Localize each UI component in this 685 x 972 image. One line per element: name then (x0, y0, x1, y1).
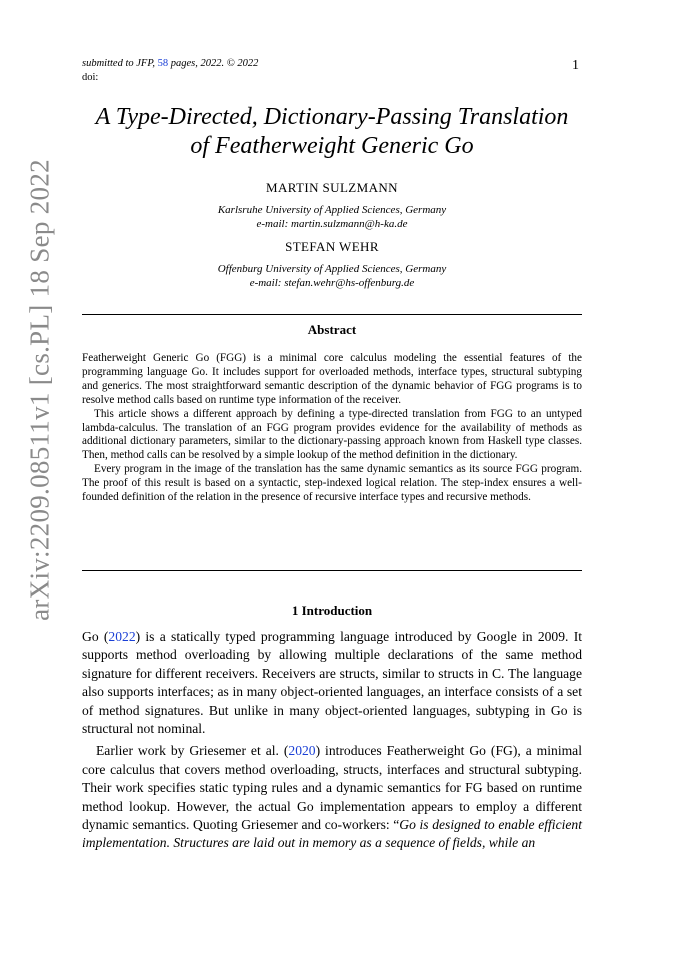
doi-label: doi: (82, 72, 99, 83)
section-body (82, 628, 582, 853)
body-paragraph (82, 628, 582, 738)
author-affiliation: Karlsruhe University of Applied Sciences, Germany (217, 204, 447, 216)
arxiv-identifier-stamp: arXiv:2209.08511v1 [cs.PL] 18 Sep 2022 (24, 159, 55, 621)
author-block-2 (82, 239, 582, 290)
year-copyright: pages, 2022. © 2022 (170, 58, 259, 69)
abstract-bottom-rule (82, 570, 582, 571)
paper-title (82, 103, 582, 161)
author-email: e-mail: stefan.wehr@hs-offenburg.de (249, 277, 415, 289)
author-name: MARTIN SULZMANN (266, 180, 398, 195)
abstract-paragraph: Every program in the image of the translation has the same dynamic semantics as its source FGG program. The proof of this result is based on a syntactic, step-indexed logical relation. The step-index ensures a well-founded definition of the relation in the presence of recursive interface types and recursive methods. (82, 463, 582, 504)
abstract-paragraph: Featherweight Generic Go (FGG) is a minimal core calculus modeling the essential features of the programming language Go. It includes support for overloaded methods, interface types, structural subtyping and generics. The most straightforward semantic description of the dynamic behavior of FGG programs is to resolve method calls based on runtime type information of the receiver. (82, 352, 582, 406)
author-email: e-mail: martin.sulzmann@h-ka.de (256, 218, 408, 230)
author-block-1 (82, 180, 582, 231)
title-line-1: A Type-Directed, Dictionary-Passing Translation (95, 104, 569, 130)
citation-link[interactable]: 2022 (108, 629, 136, 644)
page-count-link[interactable]: 58 (157, 58, 169, 69)
title-line-2: of Featherweight Generic Go (190, 133, 474, 159)
abstract-body (82, 352, 582, 505)
abstract-top-rule (82, 314, 582, 315)
abstract-paragraph: This article shows a different approach by defining a type-directed translation from FGG to an untyped lambda-calculus. The translation of an FGG program provides evidence for the availability of methods as additional dictionary parameters, similar to the dictionary-passing approach known from Haskell type classes. Then, method calls can be resolved by a simple lookup of the method definition in the dictionary. (82, 407, 582, 462)
body-paragraph (82, 742, 582, 852)
quotation-text: Go is designed to enable efficient implementation. Structures are laid out in memory as a sequence of fields, while an (82, 817, 582, 851)
abstract-heading: Abstract (307, 322, 357, 337)
page-number: 1 (572, 58, 579, 73)
author-name: STEFAN WEHR (285, 239, 379, 254)
paragraph-text: ) introduces Featherweight Go (FG), a minimal core calculus that covers method overloading, structs, interfaces and structural subtyping. Their work specifies static typing rules and a dynamic semantics for FG based on runtime method lookup. However, the actual Go implementation appears to employ a different dynamic semantics. Quoting Griesemer and co-workers: “ (82, 743, 582, 833)
paragraph-text: Go ( (82, 629, 109, 644)
journal-info: submitted to JFP, (82, 58, 156, 69)
citation-link[interactable]: 2020 (288, 743, 316, 759)
author-affiliation: Offenburg University of Applied Sciences, Germany (217, 263, 447, 275)
paragraph-text: ) is a statically typed programming language introduced by Google in 2009. It supports method overloading by allowing multiple declarations of the same method signature for different receivers. Receivers are structs, similar to structs in C. The language also supports interfaces; as in many object-oriented languages, an interface consists of a set of method signatures. But unlike in many object-oriented languages, subtyping in Go is structural not nominal. (82, 629, 583, 737)
section-heading: 1 Introduction (291, 603, 373, 618)
paragraph-text: Earlier work by Griesemer et al. ( (96, 743, 289, 759)
running-header (82, 57, 258, 85)
